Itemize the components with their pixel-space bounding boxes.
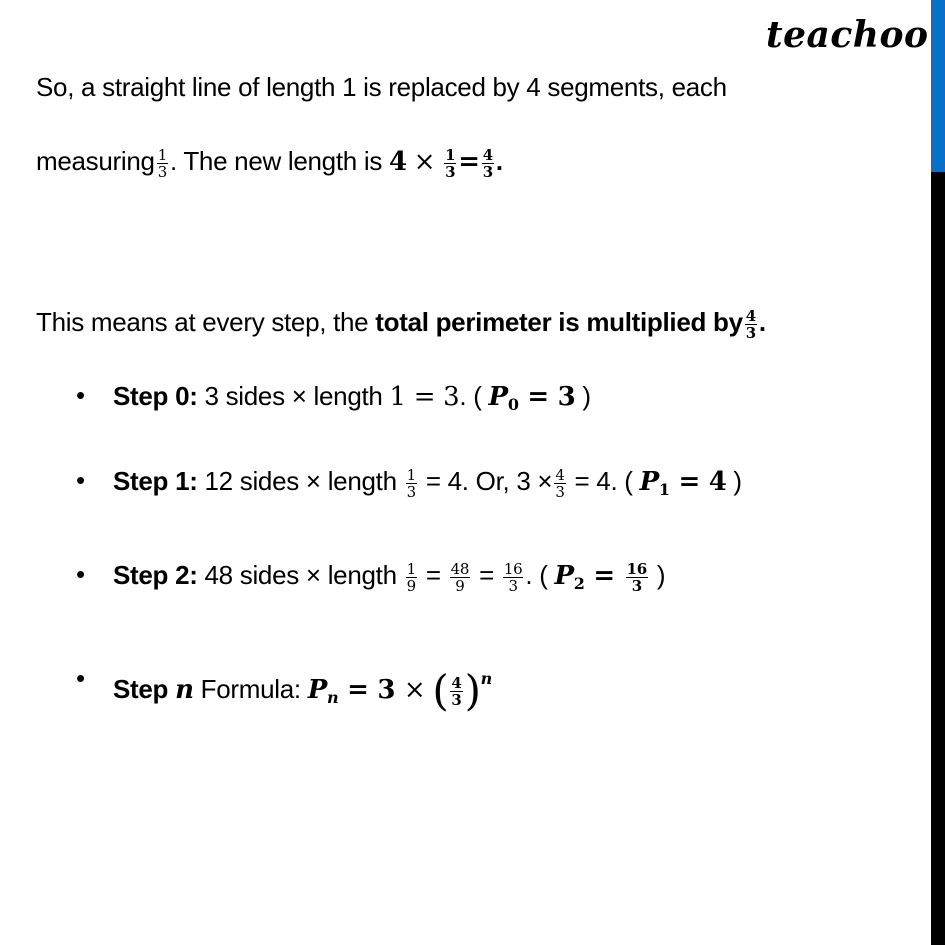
open-paren: (: [432, 666, 449, 716]
sidebar-accent: [931, 0, 945, 172]
teachoo-logo: teachoo: [766, 14, 929, 56]
bullet: •: [76, 465, 86, 495]
fraction: $\frac{1}{3}$: [445, 145, 456, 181]
fraction: $\frac{1}{9}$: [406, 559, 416, 595]
intro-line-2: measuring $\frac{1}{3}$ . The new length is 4 × $\frac{1}{3}$ = $\frac{4}{3}$ .: [36, 145, 503, 181]
fraction: $\frac{16}{3}$: [503, 559, 523, 595]
fraction: $\frac{1}{3}$: [157, 145, 167, 181]
fraction: $\frac{4}{3}$: [555, 465, 565, 501]
bullet: •: [76, 380, 86, 410]
measuring-label: measuring: [36, 146, 155, 176]
fraction: $\frac{4}{3}$: [482, 145, 493, 181]
bullet: •: [76, 663, 86, 693]
step-0: Step 0: 3 sides × length 1 = 3. ( $P_0 = 3$ ): [113, 381, 591, 414]
step-n: Step n Formula: $P_n = 3$ × ( $\frac{4}{3}$ )$^n$: [113, 666, 492, 716]
step-1: Step 1: 12 sides × length $\frac{1}{3}$ = 4. Or, 3 × $\frac{4}{3}$ = 4. ( $P_1 = 4$ ): [113, 465, 742, 501]
fraction: $\frac{48}{9}$: [450, 559, 470, 595]
close-paren: ): [464, 666, 481, 716]
summary-line: This means at every step, the total perimeter is multiplied by $\frac{4}{3}$ .: [36, 306, 766, 342]
fraction: $\frac{4}{3}$: [745, 306, 756, 342]
bullet: •: [76, 559, 86, 589]
fraction: $\frac{1}{3}$: [406, 465, 416, 501]
step-2: Step 2: 48 sides × length $\frac{1}{9}$ = $\frac{48}{9}$ = $\frac{16}{3}$ . ( $P_2$ = $\frac{16}{3}$ ): [113, 559, 666, 595]
intro-line-1: So, a straight line of length 1 is replaced by 4 segments, each: [36, 72, 727, 102]
right-sidebar: [931, 0, 945, 945]
fraction: $\frac{4}{3}$: [451, 673, 462, 709]
fraction: $\frac{16}{3}$: [626, 559, 647, 595]
